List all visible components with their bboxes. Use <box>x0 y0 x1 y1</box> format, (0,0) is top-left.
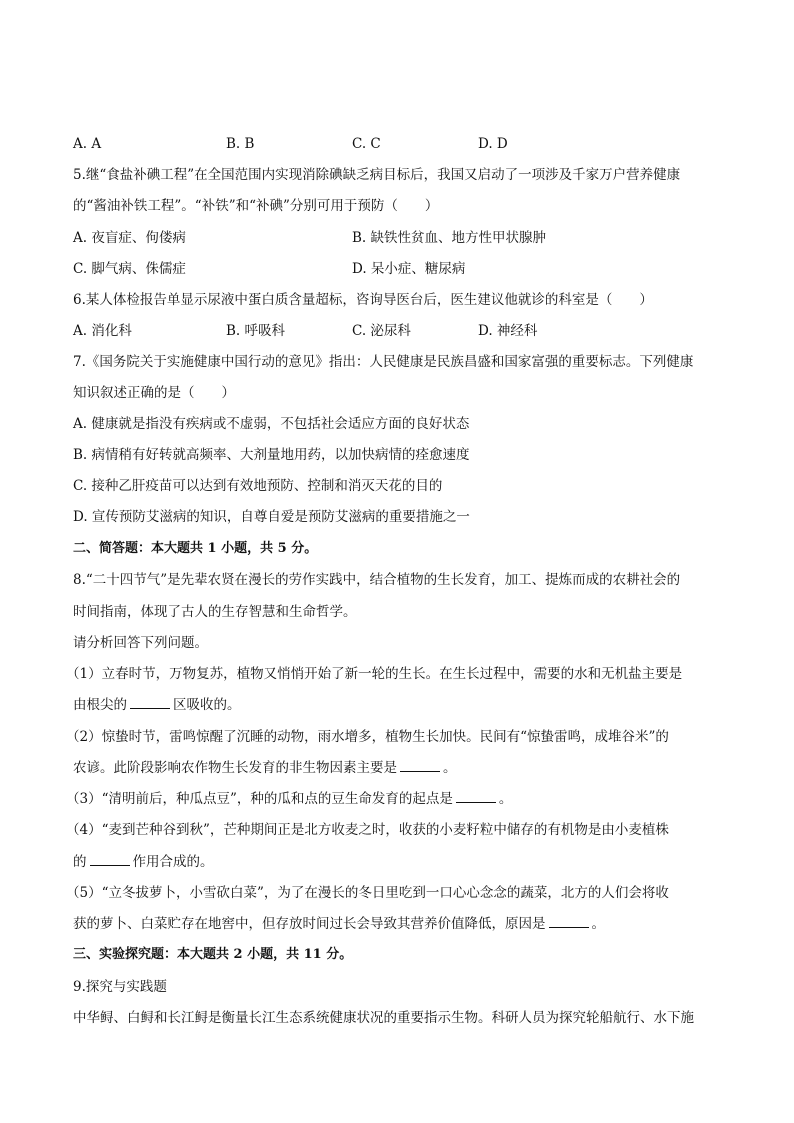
q9-line1: 中华鲟、白鲟和长江鲟是衡量长江生态系统健康状况的重要指示生物。科研人员为探究轮船航行、水下施 <box>73 1010 694 1026</box>
q8-part2-line1: （2）惊蛰时节，雷鸣惊醒了沉睡的动物，雨水增多，植物生长加快。民间有“惊蛰雷鸣，成堆谷米”的 <box>66 729 669 745</box>
q6-option-d[interactable]: D. 神经科 <box>478 323 538 339</box>
q6-option-b[interactable]: B. 呼吸科 <box>226 323 286 339</box>
q5-option-c[interactable]: C. 脚气病、侏儒症 <box>73 261 186 277</box>
q8-part2-blank[interactable] <box>400 759 440 772</box>
q8-part1-text-a: 由根尖的 <box>73 697 127 713</box>
q8-part3-text-a: （3）“清明前后，种瓜点豆”，种的瓜和点的豆生命发育的起点是 <box>66 791 453 807</box>
q8-part5-blank[interactable] <box>549 915 589 928</box>
q5-option-d[interactable]: D. 呆小症、糖尿病 <box>352 261 466 277</box>
q8-part5-line2 <box>73 914 605 934</box>
q8-part2-line2 <box>73 758 457 778</box>
q8-part5-line1: （5）“立冬拔萝卜，小雪砍白菜”，为了在漫长的冬日里吃到一口心心念念的蔬菜，北方的人们会将收 <box>66 885 669 901</box>
q8-part4-blank[interactable] <box>90 853 130 866</box>
q8-part5-text-b: 。 <box>591 916 605 932</box>
q8-intro-line1: 8.“二十四节气”是先辈农贤在漫长的劳作实践中，结合植物的生长发育，加工、提炼而成的农耕社会的 <box>73 572 681 588</box>
q8-part1-line1: （1）立春时节，万物复苏，植物又悄悄开始了新一轮的生长。在生长过程中，需要的水和无机盐主要是 <box>66 666 683 682</box>
q7-option-c[interactable]: C. 接种乙肝疫苗可以达到有效地预防、控制和消灭天花的目的 <box>73 478 443 494</box>
q5-option-a[interactable]: A. 夜盲症、佝偻病 <box>73 230 186 246</box>
q8-part3-blank[interactable] <box>456 790 496 803</box>
q7-option-a[interactable]: A. 健康就是指没有疾病或不虚弱，不包括社会适应方面的良好状态 <box>73 416 470 432</box>
q8-part4-text-b: 作用合成的。 <box>132 854 214 870</box>
q8-part3-line <box>66 789 512 809</box>
q8-part4-text-a: 的 <box>73 854 87 870</box>
q8-part1-text-b: 区吸收的。 <box>173 697 241 713</box>
q8-part3-text-b: 。 <box>498 791 513 807</box>
q8-part5-text-a: 获的萝卜、白菜贮存在地窖中，但存放时间过长会导致其营养价值降低，原因是 <box>73 916 546 932</box>
q8-intro-line2: 时间指南，体现了古人的生存智慧和生命哲学。 <box>73 604 357 620</box>
q7-stem-line2: 知识叙述正确的是（ ） <box>73 385 235 401</box>
q7-stem-line1: 7.《国务院关于实施健康中国行动的意见》指出：人民健康是民族昌盛和国家富强的重要标志。下列健康 <box>73 354 694 370</box>
q5-stem-line2: 的“酱油补铁工程”。“补铁”和“补碘”分别可用于预防（ ） <box>73 198 439 214</box>
section-3-heading: 三、实验探究题：本大题共 2 小题，共 11 分。 <box>73 947 353 962</box>
q8-part2-text-b: 。 <box>443 760 457 776</box>
q4-option-a[interactable]: A. A <box>73 136 102 152</box>
q4-option-d[interactable]: D. D <box>478 136 508 152</box>
section-2-heading: 二、简答题：本大题共 1 小题，共 5 分。 <box>73 541 318 556</box>
q6-option-a[interactable]: A. 消化科 <box>73 323 132 339</box>
q6-stem: 6.某人体检报告单显示尿液中蛋白质含量超标，咨询导医台后，医生建议他就诊的科室是（ ） <box>73 292 653 308</box>
q7-option-d[interactable]: D. 宣传预防艾滋病的知识，自尊自爱是预防艾滋病的重要措施之一 <box>73 509 470 525</box>
q4-option-b[interactable]: B. B <box>226 136 255 152</box>
q8-part1-blank[interactable] <box>130 696 170 709</box>
q6-option-c[interactable]: C. 泌尿科 <box>352 323 411 339</box>
q5-stem-line1: 5.继“食盐补碘工程”在全国范围内实现消除碘缺乏病目标后，我国又启动了一项涉及千家万户营养健康 <box>73 167 681 183</box>
q5-option-b[interactable]: B. 缺铁性贫血、地方性甲状腺肿 <box>352 230 547 246</box>
q4-option-c[interactable]: C. C <box>352 136 381 152</box>
q8-prompt: 请分析回答下列问题。 <box>73 635 208 651</box>
q8-part1-line2 <box>73 695 241 715</box>
q9-title: 9.探究与实践题 <box>73 979 167 995</box>
q8-part2-text-a: 农谚。此阶段影响农作物生长发育的非生物因素主要是 <box>73 760 397 776</box>
q8-part4-line2 <box>73 852 214 872</box>
q8-part4-line1: （4）“麦到芒种谷到秋”，芒种期间正是北方收麦之时，收获的小麦籽粒中储存的有机物是由小麦植株 <box>66 822 669 838</box>
q7-option-b[interactable]: B. 病情稍有好转就高频率、大剂量地用药，以加快病情的痊愈速度 <box>73 447 470 463</box>
